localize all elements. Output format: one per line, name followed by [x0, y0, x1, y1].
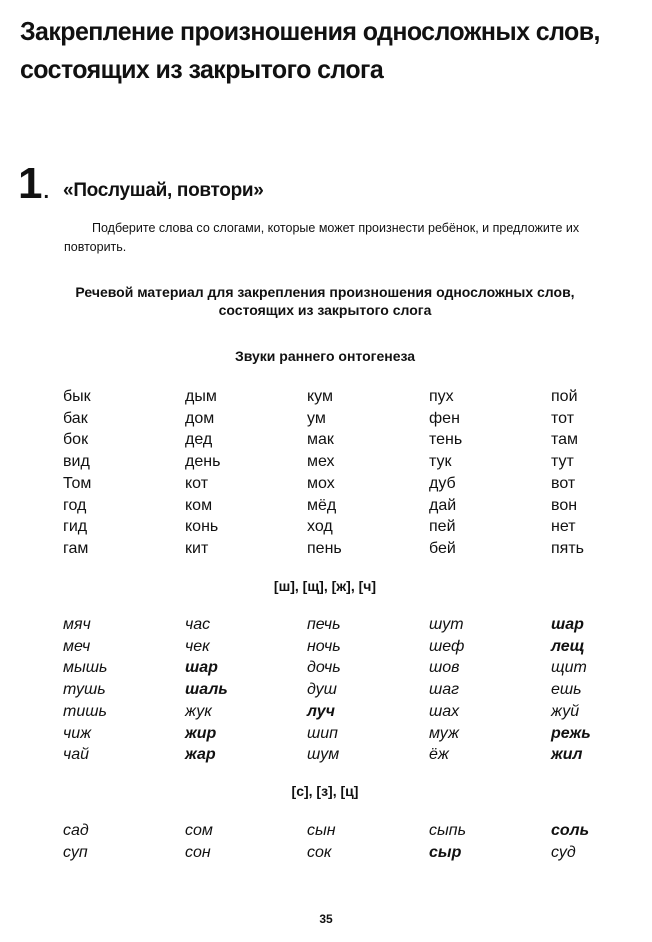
word-cell: год — [63, 496, 87, 514]
word-cell: сыр — [429, 843, 462, 861]
word-cell: жук — [185, 702, 212, 720]
word-cell: щит — [551, 659, 587, 677]
word-cell: бок — [63, 431, 89, 449]
word-cell: бей — [429, 539, 456, 557]
instruction-text: Подберите слова со слогами, которые может произнести ребёнок, и предложите их повторить. — [64, 221, 580, 254]
word-cell: чек — [185, 637, 210, 655]
word-cell: шип — [307, 724, 338, 742]
word-grid-whistling-sounds — [63, 820, 652, 863]
word-cell: гид — [63, 518, 88, 536]
page-number: 35 — [319, 912, 333, 926]
word-cell: лещ — [551, 637, 585, 655]
word-cell: ёж — [429, 746, 449, 764]
group-heading-early-sounds: Звуки раннего онтогенеза — [234, 348, 416, 364]
word-cell: Том — [63, 474, 92, 492]
word-cell: жар — [185, 746, 216, 764]
word-cell: суд — [551, 843, 576, 861]
word-cell: кум — [307, 388, 333, 405]
word-cell: дым — [185, 388, 217, 405]
section-title: «Послушай, повтори» — [63, 180, 264, 201]
word-cell: душ — [307, 681, 337, 699]
word-cell: фен — [429, 409, 460, 427]
word-cell: мех — [307, 453, 335, 471]
word-cell: дом — [185, 409, 215, 427]
word-cell: дед — [185, 431, 213, 449]
word-grid-early-sounds — [63, 386, 652, 560]
word-cell: жуй — [551, 702, 580, 720]
word-grid-hissing-sounds — [63, 614, 652, 766]
word-cell: пой — [551, 388, 578, 405]
word-cell: бык — [63, 388, 91, 405]
word-cell: тень — [429, 431, 463, 449]
word-cell: жил — [551, 746, 583, 764]
word-cell: ум — [307, 409, 326, 427]
word-cell: вид — [63, 453, 90, 471]
word-cell: суп — [63, 843, 88, 861]
word-cell: бак — [63, 409, 88, 427]
word-cell: сом — [185, 822, 213, 839]
word-cell: шар — [185, 659, 218, 677]
word-cell: мышь — [63, 659, 108, 677]
word-cell: мак — [307, 431, 334, 449]
word-cell: пять — [551, 539, 584, 557]
group-heading-whistling-sounds: [с], [з], [ц] — [291, 783, 359, 799]
word-cell: пух — [429, 388, 454, 405]
word-cell: мяч — [63, 616, 91, 633]
word-cell: день — [185, 453, 221, 471]
word-cell: ночь — [307, 637, 341, 655]
word-cell: меч — [63, 637, 91, 655]
word-cell: мох — [307, 474, 335, 492]
word-cell: чиж — [63, 724, 92, 742]
word-cell: жир — [185, 724, 217, 742]
section-number: 1 — [18, 159, 42, 208]
word-cell: час — [185, 616, 211, 633]
word-cell: режь — [551, 724, 591, 742]
word-cell: шов — [429, 659, 460, 677]
word-cell: пень — [307, 539, 342, 557]
word-cell: дуб — [429, 474, 456, 492]
word-cell: нет — [551, 518, 576, 536]
word-cell: пей — [429, 518, 456, 536]
word-cell: вон — [551, 496, 578, 514]
word-cell: тишь — [63, 702, 107, 720]
word-cell: тук — [429, 453, 452, 471]
section-header — [18, 160, 264, 206]
word-cell: гам — [63, 539, 89, 557]
word-cell: сын — [307, 822, 336, 839]
word-cell: тот — [551, 409, 575, 427]
word-cell: шут — [429, 616, 464, 633]
section-number-dot: . — [43, 181, 50, 203]
word-cell: шеф — [429, 637, 465, 655]
word-cell: вот — [551, 474, 576, 492]
word-cell: тут — [551, 453, 574, 471]
word-cell: дай — [429, 496, 457, 514]
word-cell: ход — [307, 518, 333, 536]
word-cell: печь — [307, 616, 341, 633]
word-cell: шум — [307, 746, 340, 764]
word-cell: сад — [63, 822, 89, 839]
word-cell: сыпь — [429, 822, 466, 839]
word-cell: сок — [307, 843, 332, 861]
group-heading-hissing-sounds: [ш], [щ], [ж], [ч] — [273, 578, 377, 594]
word-cell: шар — [551, 616, 584, 633]
page-title: Закрепление произношения односложных слов, состоящих из закрытого слога — [20, 16, 600, 84]
word-cell: муж — [429, 724, 459, 742]
word-cell: луч — [307, 702, 335, 720]
word-cell: ком — [185, 496, 213, 514]
word-cell: тушь — [63, 681, 106, 699]
word-cell: шаль — [185, 681, 228, 699]
material-title: Речевой материал для закрепления произношения односложных слов, состоящих из закрытого слога — [75, 284, 575, 318]
word-cell: конь — [185, 518, 219, 536]
word-cell: шах — [429, 702, 460, 720]
word-cell: соль — [551, 822, 590, 839]
word-cell: шаг — [429, 681, 460, 699]
word-cell: чай — [63, 746, 90, 764]
word-cell: сон — [185, 843, 211, 861]
word-cell: дочь — [307, 659, 341, 677]
word-cell: кит — [185, 539, 209, 557]
word-cell: ешь — [551, 681, 582, 699]
word-cell: кот — [185, 474, 209, 492]
word-cell: там — [551, 431, 579, 449]
word-cell: мёд — [307, 496, 337, 514]
